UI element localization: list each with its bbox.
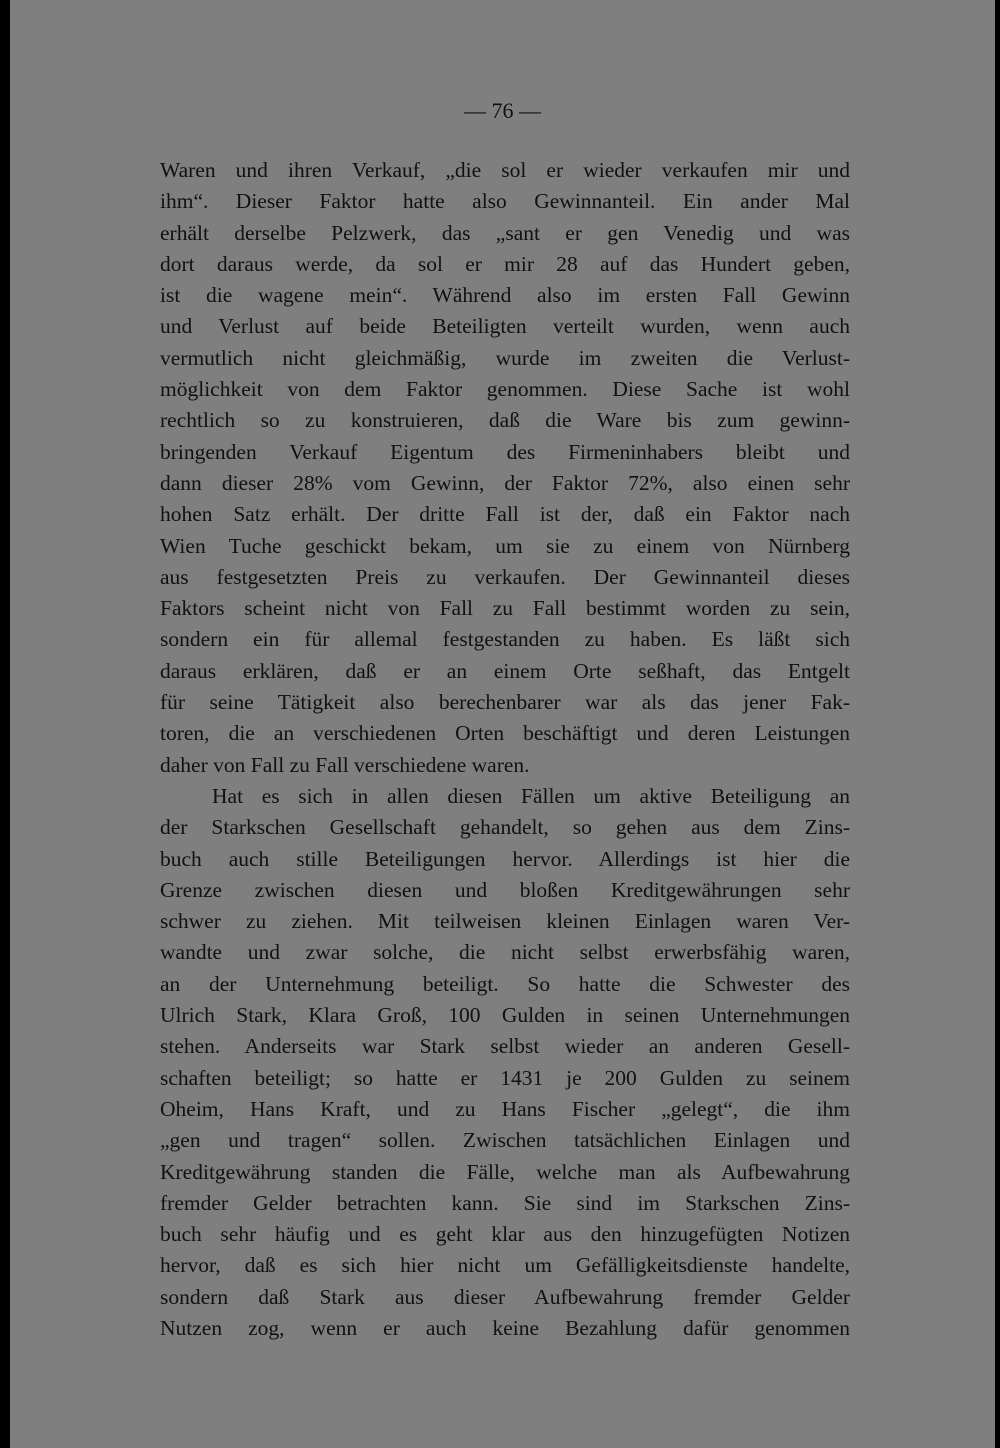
document-page [10, 0, 995, 1448]
text-line: Kreditgewährung standen die Fälle, welche man als Aufbewahrung [160, 1159, 850, 1184]
paragraph-1 [160, 155, 850, 781]
text-line: schaften beteiligt; so hatte er 1431 je 200 Gulden zu seinem [160, 1065, 850, 1090]
text-line: buch auch stille Beteiligungen hervor. Allerdings ist hier die [160, 846, 850, 871]
text-line: rechtlich so zu konstruieren, daß die Ware bis zum gewinn- [160, 408, 850, 433]
text-line: Oheim, Hans Kraft, und zu Hans Fischer „gelegt“, die ihm [160, 1096, 850, 1121]
text-line: sondern ein für allemal festgestanden zu haben. Es läßt sich [160, 627, 850, 652]
text-line: an der Unternehmung beteiligt. So hatte die Schwester des [160, 971, 850, 996]
text-line: toren, die an verschiedenen Orten beschäftigt und deren Leistungen [160, 721, 850, 746]
text-line: ihm“. Dieser Faktor hatte also Gewinnanteil. Ein ander Mal [160, 189, 850, 214]
body-text [160, 155, 850, 1344]
text-line: der Starkschen Gesellschaft gehandelt, so gehen aus dem Zins- [160, 815, 850, 840]
text-line: Faktors scheint nicht von Fall zu Fall bestimmt worden zu sein, [160, 596, 850, 621]
text-line: fremder Gelder betrachten kann. Sie sind im Starkschen Zins- [160, 1190, 850, 1215]
text-line: für seine Tätigkeit also berechenbarer war als das jener Fak- [160, 690, 850, 715]
text-line: Ulrich Stark, Klara Groß, 100 Gulden in seinen Unternehmungen [160, 1003, 850, 1028]
text-line: hohen Satz erhält. Der dritte Fall ist der, daß ein Faktor nach [160, 502, 850, 527]
text-line: ist die wagene mein“. Während also im ersten Fall Gewinn [160, 283, 850, 308]
text-line: erhält derselbe Pelzwerk, das „sant er gen Venedig und was [160, 220, 850, 245]
paragraph-2 [160, 781, 850, 1344]
text-line: Waren und ihren Verkauf, „die sol er wieder verkaufen mir und [160, 158, 850, 182]
text-line: Nutzen zog, wenn er auch keine Bezahlung dafür genommen [160, 1315, 850, 1340]
text-line: dann dieser 28% vom Gewinn, der Faktor 72%, also einen sehr [160, 470, 850, 495]
text-line: wandte und zwar solche, die nicht selbst erwerbsfähig waren, [160, 940, 850, 965]
text-line: möglichkeit von dem Faktor genommen. Diese Sache ist wohl [160, 377, 850, 402]
text-line: stehen. Anderseits war Stark selbst wieder an anderen Gesell- [160, 1034, 850, 1059]
text-line: vermutlich nicht gleichmäßig, wurde im zweiten die Verlust- [160, 345, 850, 370]
text-line: daher von Fall zu Fall verschiedene waren. [160, 752, 530, 777]
text-line: hervor, daß es sich hier nicht um Gefälligkeitsdienste handelte, [160, 1253, 850, 1278]
text-line: sondern daß Stark aus dieser Aufbewahrung fremder Gelder [160, 1284, 850, 1309]
page-number: — 76 — [464, 98, 541, 123]
text-line: buch sehr häufig und es geht klar aus den hinzugefügten Notizen [160, 1222, 850, 1247]
text-line: „gen und tragen“ sollen. Zwischen tatsächlichen Einlagen und [160, 1128, 850, 1153]
text-line: Wien Tuche geschickt bekam, um sie zu einem von Nürnberg [160, 533, 850, 558]
text-line: Hat es sich in allen diesen Fällen um aktive Beteiligung an [212, 783, 850, 808]
text-line: daraus erklären, daß er an einem Orte seßhaft, das Entgelt [160, 658, 850, 683]
text-line: und Verlust auf beide Beteiligten verteilt wurden, wenn auch [160, 314, 850, 339]
text-line: Grenze zwischen diesen und bloßen Kreditgewährungen sehr [160, 877, 850, 902]
text-line: bringenden Verkauf Eigentum des Firmeninhabers bleibt und [160, 439, 850, 464]
text-line: schwer zu ziehen. Mit teilweisen kleinen Einlagen waren Ver- [160, 909, 850, 934]
text-line: aus festgesetzten Preis zu verkaufen. Der Gewinnanteil dieses [160, 564, 850, 589]
text-line: dort daraus werde, da sol er mir 28 auf das Hundert geben, [160, 251, 850, 276]
